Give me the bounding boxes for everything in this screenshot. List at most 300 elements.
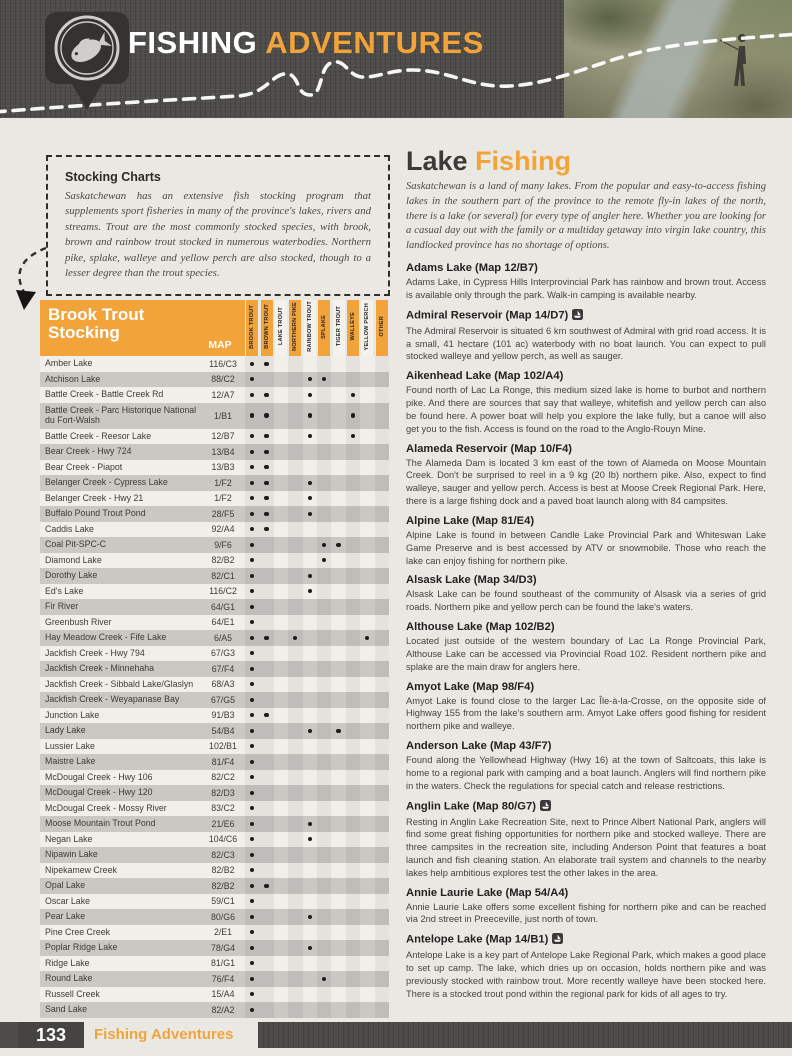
species-dot-cell [331,506,345,522]
species-dot-cell [259,894,273,910]
species-dot-cell [259,553,273,569]
species-dot-cell [303,522,317,538]
species-dot-cell [375,971,389,987]
stocked-dot [250,1008,254,1012]
table-row [40,387,389,403]
species-dot-cell [303,661,317,677]
section-title-fishing: Fishing [475,146,572,176]
entry-heading [406,681,766,693]
entry-lake-name: Annie Laurie Lake [406,886,506,899]
species-dot-cell [288,987,302,1003]
stocked-dot [250,413,254,417]
species-dot-cell [303,584,317,600]
lake-entry [406,933,766,1000]
species-column-header [303,300,317,356]
species-dot-cell [346,925,360,941]
species-dot-cell [346,770,360,786]
stocked-dot [250,992,254,996]
species-dot-cell [245,630,259,646]
lake-name-cell: Fir River [45,601,79,612]
species-dot-cell [360,971,374,987]
species-dot-cell [360,909,374,925]
table-row [40,584,389,600]
species-dot-cell [331,863,345,879]
species-dot-cell [245,646,259,662]
footer-title: Fishing Adventures [94,1026,234,1043]
stocked-dot [264,434,268,438]
species-dot-cell [274,372,288,388]
species-dot-cell [331,940,345,956]
table-row [40,863,389,879]
species-dot-cell [274,723,288,739]
entry-body: Amyot Lake is found close to the larger Lac Île-à-la-Crosse, on the opposite side of Highway 155 from the lake's southern arm. Amyot Lake offers good fishing for resident northern pike and walleye. [406,695,766,732]
species-dot-cell [331,754,345,770]
species-dot-cell [303,677,317,693]
species-dot-cell [360,630,374,646]
lake-name-cell: Junction Lake [45,709,100,720]
entry-map-ref: (Map 43/F7) [489,740,552,753]
species-dot-cell [360,863,374,879]
species-dot-cell [317,372,331,388]
species-dot-cell [317,940,331,956]
map-ref-cell: 116/C2 [209,586,237,597]
lake-name-cell: Diamond Lake [45,554,102,565]
map-ref-cell: 82/D3 [211,787,235,798]
entry-lake-name: Admiral Reservoir [406,309,506,322]
species-column-header [360,300,374,356]
lake-entry [406,515,766,567]
map-ref-cell: 88/C2 [211,374,235,385]
species-dot-cell [274,878,288,894]
table-header [40,300,389,356]
table-row [40,568,389,584]
species-dot-cell [317,692,331,708]
species-dot-cell [360,356,374,372]
lake-name-cell: Bear Creek - Hwy 724 [45,446,132,457]
stocked-dot [336,729,340,733]
stocked-dot [250,589,254,593]
species-dot-cell [346,754,360,770]
section-title-lake: Lake [406,146,468,176]
species-dot-cell [331,971,345,987]
species-dot-cell [288,894,302,910]
stocked-dot [250,915,254,919]
species-dot-cell [288,878,302,894]
species-dot-cell [317,723,331,739]
species-dot-cell [303,832,317,848]
species-dot-cell [245,971,259,987]
species-dot-cell [245,387,259,403]
species-dot-cell [360,956,374,972]
page-title-fishing: FISHING [128,25,258,60]
stocked-dot [250,362,254,366]
species-dot-cell [245,863,259,879]
species-dot-cell [317,894,331,910]
map-ref-cell: 81/G1 [211,958,235,969]
species-column-stripe [304,300,316,356]
species-dot-cell [259,677,273,693]
species-dot-cell [245,584,259,600]
species-dot-cell [288,522,302,538]
map-ref-cell: 13/B3 [211,462,235,473]
lake-name-cell: Caddis Lake [45,523,94,534]
species-dot-cell [303,770,317,786]
species-dot-cell [274,429,288,445]
species-dot-cell [259,971,273,987]
species-dot-cell [375,387,389,403]
species-dot-cell [331,372,345,388]
entry-heading [406,933,766,947]
lake-name-cell: Oscar Lake [45,895,90,906]
lake-name-cell: Jackfish Creek - Weyapanase Bay [45,694,180,705]
map-ref-cell: 104/C6 [208,834,238,845]
entry-body: Annie Laurie Lake offers some excellent fishing for northern pike and can be reached via 2nd street in Preeceville, just north of town. [406,901,766,925]
species-dot-cell [375,491,389,507]
species-dot-cell [331,956,345,972]
species-dot-cell [303,356,317,372]
lake-name-cell: Belanger Creek - Hwy 21 [45,492,144,503]
species-dot-cell [274,403,288,429]
stocked-dot [308,574,312,578]
lake-name-cell: Jackfish Creek - Sibbald Lake/Glaslyn [45,678,194,689]
map-ref-cell: 64/G1 [211,601,235,612]
species-dot-cell [274,568,288,584]
species-dot-cell [317,356,331,372]
stocked-dot [250,558,254,562]
species-dot-cell [288,708,302,724]
species-dot-cell [245,568,259,584]
species-dot-cell [317,460,331,476]
stocked-dot [264,884,268,888]
species-dot-cell [346,356,360,372]
species-dot-cell [360,372,374,388]
species-dot-cell [346,522,360,538]
species-dot-cell [303,491,317,507]
lake-name-cell: Ed's Lake [45,585,84,596]
species-column-label: LAKE TROUT [277,307,284,346]
species-dot-cell [317,615,331,631]
table-row [40,372,389,388]
map-ref-cell: 83/C2 [211,803,235,814]
stocked-dot [250,930,254,934]
stocked-dot [264,481,268,485]
species-dot-cell [331,987,345,1003]
entry-lake-name: Althouse Lake [406,621,486,634]
table-row [40,553,389,569]
species-dot-cell [303,925,317,941]
table-row [40,646,389,662]
species-column-stripe [361,300,373,356]
species-dot-cell [331,444,345,460]
species-dot-cell [303,646,317,662]
page-title-adventures: ADVENTURES [265,25,484,60]
map-ref-cell: 80/G6 [211,911,235,922]
species-dot-cell [245,708,259,724]
species-dot-cell [375,956,389,972]
species-dot-cell [360,475,374,491]
species-dot-cell [346,506,360,522]
species-dot-cell [245,429,259,445]
species-dot-cell [259,863,273,879]
species-dot-cell [360,708,374,724]
species-dot-cell [303,909,317,925]
species-dot-cell [375,553,389,569]
species-dot-cell [375,801,389,817]
species-dot-cell [274,909,288,925]
entry-heading [406,309,766,323]
stocked-dot [351,413,355,417]
stocked-dot [322,977,326,981]
stocked-dot [250,775,254,779]
species-dot-cell [331,708,345,724]
species-dot-cell [375,568,389,584]
species-dot-cell [346,940,360,956]
species-dot-cell [259,506,273,522]
species-dot-cell [360,599,374,615]
species-dot-cell [274,584,288,600]
species-dot-cell [360,692,374,708]
lake-fishing-section [406,148,766,1001]
species-dot-cell [288,661,302,677]
species-dot-cell [303,475,317,491]
stocked-dot [250,636,254,640]
map-ref-cell: 13/B4 [211,446,235,457]
species-dot-cell [259,615,273,631]
species-dot-cell [259,723,273,739]
species-dot-cell [331,646,345,662]
map-ref-cell: 67/G5 [211,694,235,705]
stocked-dot [250,868,254,872]
species-dot-cell [259,522,273,538]
table-row [40,816,389,832]
species-dot-cell [259,987,273,1003]
species-dot-cell [259,630,273,646]
stocked-dot [264,393,268,397]
map-ref-cell: 82/C2 [211,772,235,783]
species-dot-cell [259,925,273,941]
species-dot-cell [303,692,317,708]
entry-map-ref: (Map 98/F4) [472,680,535,693]
species-dot-cell [360,739,374,755]
stocked-dot [308,512,312,516]
lake-name-cell: Battle Creek - Battle Creek Rd [45,389,164,400]
table-row [40,940,389,956]
species-dot-cell [331,403,345,429]
species-dot-cell [331,387,345,403]
entry-lake-name: Anglin Lake [406,800,473,812]
species-dot-cell [317,925,331,941]
species-dot-cell [317,785,331,801]
species-column-stripe [318,300,330,356]
species-dot-cell [360,568,374,584]
species-dot-cell [288,475,302,491]
entry-map-ref: (Map 14/B1) [485,933,549,946]
species-dot-cell [303,878,317,894]
species-dot-cell [331,909,345,925]
species-dot-cell [288,925,302,941]
species-dot-cell [259,785,273,801]
species-dot-cell [346,599,360,615]
species-dot-cell [331,723,345,739]
species-dot-cell [331,630,345,646]
stocked-dot [308,413,312,417]
species-dot-cell [331,584,345,600]
species-dot-cell [288,584,302,600]
map-ref-cell: 12/A7 [211,389,235,400]
species-dot-cell [303,847,317,863]
species-dot-cell [288,387,302,403]
species-dot-cell [288,832,302,848]
entry-lake-name: Aikenhead Lake [406,370,495,383]
species-dot-cell [245,599,259,615]
species-dot-cell [331,847,345,863]
stocked-dot [250,837,254,841]
species-dot-cell [346,646,360,662]
species-dot-cell [360,387,374,403]
species-dot-cell [331,661,345,677]
species-dot-cell [331,475,345,491]
species-dot-cell [375,816,389,832]
species-dot-cell [288,372,302,388]
lake-name-cell: Negan Lake [45,833,93,844]
species-dot-cell [331,356,345,372]
entry-map-ref: (Map 102/B2) [485,621,555,634]
lake-name-cell: Coal Pit-SPC-C [45,539,107,550]
species-dot-cell [245,460,259,476]
species-dot-cell [288,940,302,956]
entry-map-ref: (Map 102/A4) [494,370,564,383]
species-column-header [245,300,259,356]
species-dot-cell [303,615,317,631]
lake-entry [406,309,766,363]
species-dot-cell [245,506,259,522]
species-dot-cell [346,692,360,708]
table-row [40,677,389,693]
species-dot-cell [288,537,302,553]
table-row [40,460,389,476]
stocked-dot [264,713,268,717]
species-dot-cell [346,708,360,724]
species-dot-cell [259,832,273,848]
table-title [48,306,144,343]
species-dot-cell [259,460,273,476]
stocked-dot [250,377,254,381]
stocked-dot [308,946,312,950]
species-dot-cell [288,506,302,522]
species-dot-cell [288,403,302,429]
species-dot-cell [303,460,317,476]
species-dot-cell [259,584,273,600]
species-dot-cell [346,661,360,677]
lake-name-cell: Battle Creek - Reesor Lake [45,430,152,441]
species-dot-cell [274,444,288,460]
species-dot-cell [360,785,374,801]
map-ref-cell: 92/A4 [211,524,235,535]
page-title [128,27,484,58]
species-dot-cell [245,801,259,817]
species-dot-cell [245,661,259,677]
species-dot-cell [360,816,374,832]
species-dot-cell [346,372,360,388]
species-dot-cell [303,987,317,1003]
map-ref-cell: 82/A2 [211,1004,235,1015]
species-dot-cell [346,630,360,646]
stocked-dot [308,434,312,438]
species-dot-cell [303,537,317,553]
species-dot-cell [245,615,259,631]
map-ref-cell: 76/F4 [211,973,235,984]
species-dot-cell [346,971,360,987]
species-column-header [375,300,389,356]
species-dot-cell [288,491,302,507]
species-dot-cell [288,739,302,755]
species-column-header [259,300,273,356]
stocked-dot [250,667,254,671]
species-dot-cell [303,403,317,429]
species-dot-cell [317,599,331,615]
map-ref-cell: 9/F6 [214,539,232,550]
species-dot-cell [245,754,259,770]
lake-name-cell: McDougal Creek - Mossy River [45,802,167,813]
species-dot-cell [317,847,331,863]
species-dot-cell [274,785,288,801]
lake-name-cell: Buffalo Pound Trout Pond [45,508,146,519]
species-column-header [317,300,331,356]
species-dot-cell [274,661,288,677]
species-dot-cell [375,925,389,941]
species-dot-cell [288,615,302,631]
species-dot-cell [346,816,360,832]
stocked-dot [308,915,312,919]
table-row [40,847,389,863]
map-ref-cell: 15/A4 [211,989,235,1000]
entry-map-ref: (Map 34/D3) [473,574,537,587]
species-dot-cell [288,847,302,863]
species-dot-cell [375,630,389,646]
species-dot-cell [317,909,331,925]
species-dot-cell [346,491,360,507]
stocked-dot [250,744,254,748]
species-column-label: TIGER TROUT [335,306,342,347]
species-dot-cell [331,522,345,538]
entry-heading [406,370,766,382]
species-dot-cell [259,956,273,972]
species-column-stripe [289,300,301,356]
entry-body: Found along the Yellowhead Highway (Hwy 16) at the town of Saltcoats, this lake is home to a regional park with camping and a boat launch. Anglers will find northern pike in the waters. Check the regulations for special catch and release restrictions. [406,755,766,791]
species-dot-cell [245,925,259,941]
stocked-dot [250,605,254,609]
species-dot-cell [259,708,273,724]
species-dot-cell [259,909,273,925]
species-dot-cell [259,356,273,372]
stocked-dot [250,620,254,624]
species-dot-cell [360,723,374,739]
page-number: 133 [18,1022,84,1048]
stocked-dot [250,527,254,531]
boat-launch-icon [572,309,583,323]
species-dot-cell [317,475,331,491]
entry-body: Adams Lake, in Cypress Hills Interprovincial Park has rainbow and brown trout. Access is available only through the park. Walk-in camping is available nearby. [406,277,766,300]
species-dot-cell [317,832,331,848]
table-row [40,878,389,894]
map-ref-cell: 82/C1 [211,570,235,581]
species-column-header [331,300,345,356]
species-dot-cell [346,1002,360,1018]
stocked-dot [250,434,254,438]
map-ref-cell: 1/B1 [213,410,233,421]
species-dot-cell [274,615,288,631]
species-dot-cell [375,475,389,491]
